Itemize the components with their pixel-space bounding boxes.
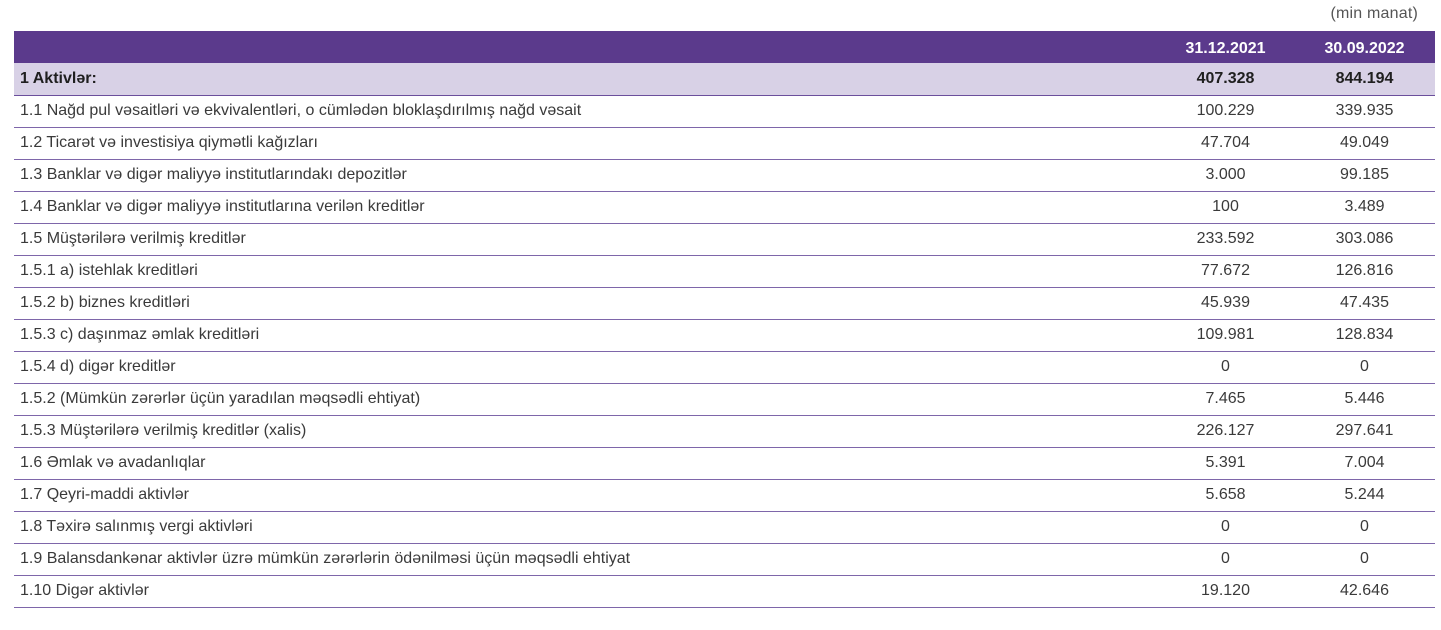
row-value-2021: 109.981 [1157, 319, 1294, 351]
header-label-cell [14, 31, 1157, 63]
row-value-2021: 47.704 [1157, 127, 1294, 159]
row-label: 1.5.2 b) biznes kreditləri [14, 287, 1157, 319]
row-value-2022: 99.185 [1294, 159, 1435, 191]
table-row [14, 319, 1435, 351]
row-value-2021: 45.939 [1157, 287, 1294, 319]
header-date-2: 30.09.2022 [1324, 40, 1405, 57]
row-value-2022: 0 [1294, 511, 1435, 543]
row-label: 1.1 Nağd pul vəsaitləri və ekvivalentləri, o cümlədən bloklaşdırılmış nağd vəsait [14, 95, 1157, 127]
row-value-2021: 226.127 [1157, 415, 1294, 447]
table-row [14, 511, 1435, 543]
row-value-2022: 126.816 [1294, 255, 1435, 287]
row-value-2022: 49.049 [1294, 127, 1435, 159]
header-date-1: 31.12.2021 [1185, 40, 1266, 57]
row-value-2022: 0 [1294, 543, 1435, 575]
row-value-2022: 5.244 [1294, 479, 1435, 511]
table-row [14, 447, 1435, 479]
row-label: 1.5.1 a) istehlak kreditləri [14, 255, 1157, 287]
row-value-2021: 233.592 [1157, 223, 1294, 255]
row-label: 1.5.3 c) daşınmaz əmlak kreditləri [14, 319, 1157, 351]
table-row [14, 95, 1435, 127]
table-row [14, 191, 1435, 223]
balance-sheet-table [14, 31, 1435, 608]
table-row [14, 351, 1435, 383]
row-label: 1.7 Qeyri-maddi aktivlər [14, 479, 1157, 511]
section-row-assets [14, 63, 1435, 95]
section-value-2: 844.194 [1294, 63, 1435, 95]
table-row [14, 159, 1435, 191]
row-value-2021: 7.465 [1157, 383, 1294, 415]
row-label: 1.10 Digər aktivlər [14, 575, 1157, 607]
row-label: 1.5 Müştərilərə verilmiş kreditlər [14, 223, 1157, 255]
row-value-2022: 128.834 [1294, 319, 1435, 351]
row-value-2022: 42.646 [1294, 575, 1435, 607]
row-value-2022: 47.435 [1294, 287, 1435, 319]
row-label: 1.9 Balansdankənar aktivlər üzrə mümkün zərərlərin ödənilməsi üçün məqsədli ehtiyat [14, 543, 1157, 575]
table-row [14, 255, 1435, 287]
table-row [14, 383, 1435, 415]
row-value-2021: 0 [1157, 351, 1294, 383]
row-value-2021: 0 [1157, 543, 1294, 575]
row-value-2021: 100 [1157, 191, 1294, 223]
row-value-2021: 5.658 [1157, 479, 1294, 511]
section-label: 1 Aktivlər: [14, 63, 1157, 95]
row-label: 1.4 Banklar və digər maliyyə institutlarına verilən kreditlər [14, 191, 1157, 223]
row-value-2022: 297.641 [1294, 415, 1435, 447]
table-row [14, 127, 1435, 159]
table-header [14, 31, 1435, 63]
row-label: 1.3 Banklar və digər maliyyə institutlarındakı depozitlər [14, 159, 1157, 191]
table-row [14, 479, 1435, 511]
row-value-2021: 3.000 [1157, 159, 1294, 191]
table-body [14, 63, 1435, 607]
row-label: 1.8 Təxirə salınmış vergi aktivləri [14, 511, 1157, 543]
unit-label: (min manat) [1330, 5, 1418, 22]
row-value-2021: 5.391 [1157, 447, 1294, 479]
row-value-2021: 0 [1157, 511, 1294, 543]
table-row [14, 287, 1435, 319]
section-value-1: 407.328 [1157, 63, 1294, 95]
row-value-2021: 19.120 [1157, 575, 1294, 607]
row-value-2022: 3.489 [1294, 191, 1435, 223]
row-label: 1.5.4 d) digər kreditlər [14, 351, 1157, 383]
row-value-2022: 303.086 [1294, 223, 1435, 255]
header-row [14, 31, 1435, 63]
table-row [14, 543, 1435, 575]
table-row [14, 575, 1435, 607]
table-row [14, 223, 1435, 255]
row-label: 1.6 Əmlak və avadanlıqlar [14, 447, 1157, 479]
row-value-2022: 5.446 [1294, 383, 1435, 415]
row-value-2021: 77.672 [1157, 255, 1294, 287]
row-value-2021: 100.229 [1157, 95, 1294, 127]
row-label: 1.5.3 Müştərilərə verilmiş kreditlər (xalis) [14, 415, 1157, 447]
row-label: 1.5.2 (Mümkün zərərlər üçün yaradılan məqsədli ehtiyat) [14, 383, 1157, 415]
row-value-2022: 7.004 [1294, 447, 1435, 479]
row-value-2022: 0 [1294, 351, 1435, 383]
row-label: 1.2 Ticarət və investisiya qiymətli kağızları [14, 127, 1157, 159]
table-row [14, 415, 1435, 447]
row-value-2022: 339.935 [1294, 95, 1435, 127]
